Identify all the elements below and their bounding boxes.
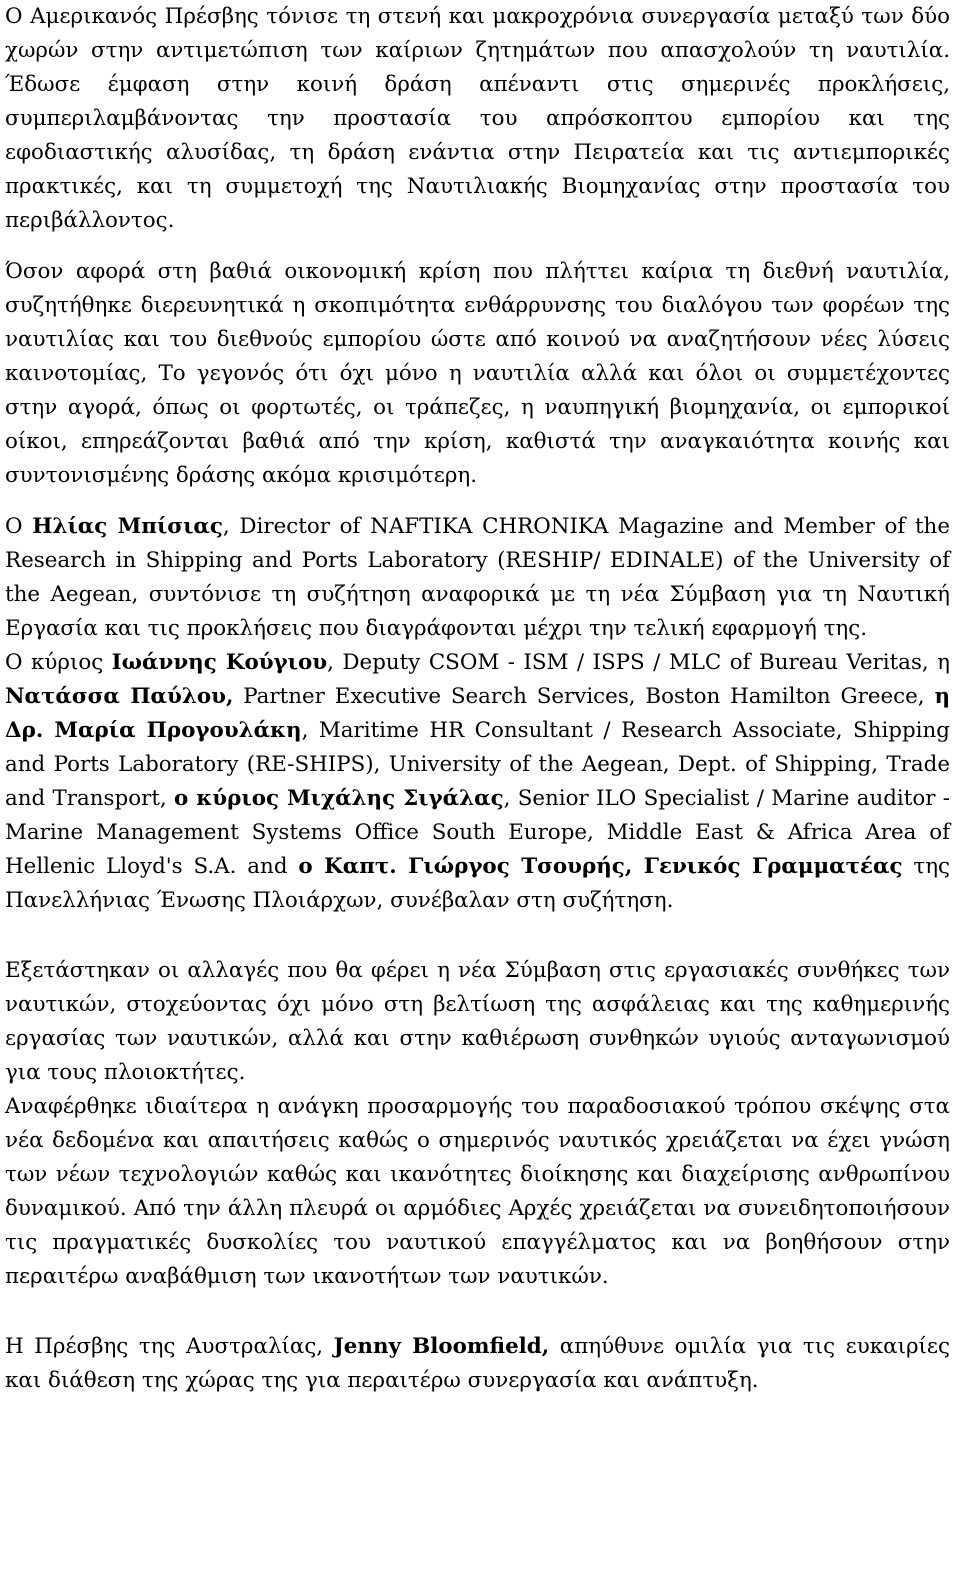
text-span: , Director of NAFTIKA CHRONIKA Magazine and Member of the Research in Shipping and Ports Laboratory (RESHIP/ EDINALE) of the University of the Aegean, συντόνισε τη συζήτηση αναφορικά με τη νέα Σύμβαση για τη Ναυτική Εργασία και τις προκλήσεις που διαγράφονται μέχρι την τελική εφαρμογή της. <box>5 514 950 641</box>
text-span: , Deputy CSOM - ISM / ISPS / MLC of Bureau Veritas, η <box>327 650 950 675</box>
paragraph-economic-crisis <box>5 255 950 493</box>
bold-name: Νατάσσα Παύλου, <box>5 684 234 709</box>
paragraph-us-ambassador <box>5 0 950 238</box>
text-span: Ο κύριος <box>5 650 112 675</box>
bold-name: η Δρ. Μαρία Προγουλάκη <box>5 684 950 743</box>
bold-name: Jenny Bloomfield, <box>333 1334 550 1359</box>
bold-name: Ηλίας Μπίσιας <box>32 514 223 539</box>
paragraph-adaptation <box>5 1090 950 1294</box>
document-body <box>5 0 950 1398</box>
text-span: Η Πρέσβης της Αυστραλίας, <box>5 1334 334 1359</box>
paragraph-panelists <box>5 646 950 918</box>
bold-name: ο κύριος Μιχάλης Σιγάλας <box>174 786 504 811</box>
text-span: Όσον αφορά στη βαθιά οικονομική κρίση που πλήττει καίρια τη διεθνή ναυτιλία, συζητήθηκε διερευνητικά η σκοπιμότητα ενθάρρυνσης του διαλόγου των φορέων της ναυτιλίας και του διεθνούς εμπορίου ώστε από κοινού να αναζητήσουν νέες λύσεις καινοτομίας, Το γεγονός ότι όχι μόνο η ναυτιλία αλλά και όλοι οι συμμετέχοντες στην αγορά, όπως οι φορτωτές, οι τράπεζες, η ναυπηγική βιομηχανία, οι εμπορικοί οίκοι, επηρεάζονται βαθιά από την κρίση, καθιστά την αναγκαιότητα κοινής και συντονισμένης δράσης ακόμα κρισιμότερη. <box>5 259 950 488</box>
paragraph-moderator <box>5 510 950 646</box>
text-span: Αναφέρθηκε ιδιαίτερα η ανάγκη προσαρμογής του παραδοσιακού τρόπου σκέψης στα νέα δεδομένα και απαιτήσεις καθώς ο σημερινός ναυτικός χρειάζεται να έχει γνώση των νέων τεχνολογιών καθώς και ικανότητες διοίκησης και διαχείρισης ανθρωπίνου δυναμικού. Από την άλλη πλευρά οι αρμόδιες Αρχές χρειάζεται να συνειδητοποιήσουν τις πραγματικές δυσκολίες του ναυτικού επαγγέλματος και να βοηθήσουν στην περαιτέρω αναβάθμιση των ικανοτήτων των ναυτικών. <box>5 1094 950 1289</box>
paragraph-australia-ambassador <box>5 1330 950 1398</box>
text-span: Εξετάστηκαν οι αλλαγές που θα φέρει η νέα Σύμβαση στις εργασιακές συνθήκες των ναυτικών, στοχεύοντας όχι μόνο στη βελτίωση της ασφάλειας και της καθημερινής εργασίας των ναυτικών, αλλά και στην καθιέρωση συνθηκών υγιούς ανταγωνισμού για τους πλοιοκτήτες. <box>5 958 950 1085</box>
bold-name: ο Καπτ. Γιώργος Τσουρής, Γενικός Γραμματέας <box>298 854 903 879</box>
text-span: της Πανελλήνιας Ένωσης Πλοιάρχων, συνέβαλαν στη συζήτηση. <box>5 854 950 913</box>
paragraph-convention-changes <box>5 954 950 1090</box>
text-span: Ο Αμερικανός Πρέσβης τόνισε τη στενή και μακροχρόνια συνεργασία μεταξύ των δύο χωρών στην αντιμετώπιση των καίριων ζητημάτων που απασχολούν τη ναυτιλία. Έδωσε έμφαση στην κοινή δράση απέναντι στις σημερινές προκλήσεις, συμπεριλαμβάνοντας την προστασία του απρόσκοπτου εμπορίου και της εφοδιαστικής αλυσίδας, τη δράση ενάντια στην Πειρατεία και τις αντιεμπορικές πρακτικές, και τη συμμετοχή της Ναυτιλιακής Βιομηχανίας στην προστασία του περιβάλλοντος. <box>5 4 950 233</box>
text-span: απηύθυνε ομιλία για τις ευκαιρίες και διάθεση της χώρας της για περαιτέρω συνεργασία και ανάπτυξη. <box>5 1334 950 1393</box>
text-span: Ο <box>5 514 33 539</box>
bold-name: Ιωάννης Κούγιου <box>111 650 328 675</box>
text-span: Partner Executive Search Services, Boston Hamilton Greece, <box>233 684 935 709</box>
text-span: , Maritime HR Consultant / Research Associate, Shipping and Ports Laboratory (RE-SHIPS), University of the Aegean, Dept. of Shipping, Trade and Transport, <box>5 718 950 811</box>
text-span: , Senior ILO Specialist / Marine auditor - Marine Management Systems Office South Europe, Middle East & Africa Area of Hellenic Lloyd's S.A. and <box>5 786 951 879</box>
